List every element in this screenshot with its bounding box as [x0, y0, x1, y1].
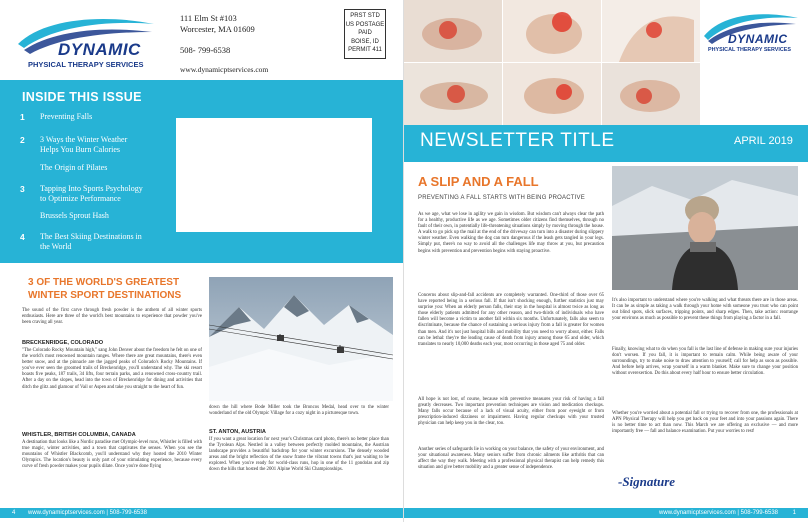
mountain-gondola-photo: [209, 277, 393, 401]
toc-item[interactable]: The Origin of Pilates: [40, 163, 108, 172]
newsletter-title: NEWSLETTER TITLE: [420, 130, 615, 151]
inside-this-issue-panel: [0, 80, 403, 263]
article-title: A SLIP AND A FALL: [418, 174, 539, 189]
logo-right: [702, 8, 802, 60]
toc-page-number: 1: [20, 112, 25, 122]
postage-line: PRST STD: [350, 13, 380, 19]
toc-item[interactable]: Preventing Falls: [40, 112, 93, 121]
logo-line1: DYNAMIC: [58, 40, 141, 59]
breckenridge-text: "The Colorado Rocky Mountain high," sang John Denver about the freedom he felt on one of the world's most renowned mountain ranges. Where there are great mountains, there's even better snow, and at the pinnacle are the jagged peaks of Colorado's Rocky Mountains. If you've ever seen the groomed trails of Breckenridge, you'll understand why. The ski resort boasts five peaks, 187 trails, 34 lifts, four terrain parks, and a renowned cross-country trail. After a day on the slopes, head into the town of Breckenridge for dining and activities that ditch the glitz and glamour of Vail or Aspen and take you straight to the heart of fun.: [22, 348, 202, 390]
address-phone: 508- 799-6538: [180, 45, 231, 55]
woman-winter-icon: [612, 166, 798, 290]
toc-page-number: 4: [20, 232, 25, 242]
article-paragraph: Another series of safeguards lie in working on your balance, the safety of your environment, and your situational awareness. Many seniors suffer from chronic ailments like arthritis that can affect the way they walk. Meeting with a professional physical therapist can help remedy this situation and give better mobility and a greater sense of independence.: [418, 447, 604, 471]
ski-article-title: 3 OF THE WORLD'S GREATEST WINTER SPORT DESTINATIONS: [28, 277, 182, 301]
footer-contact: www.dynamicptservices.com | 508-799-6538: [659, 510, 778, 516]
ski-intro: The sound of the first carve through fresh powder is the anthem of all winter sports enthusiasts. Here are three of the world's best mountains to experience that powder you've been craving all year.: [22, 308, 202, 326]
footer-page-number: 1: [792, 510, 796, 516]
article-paragraph: Concerns about slip-and-fall accidents are completely warranted. One-third of those over 65 have reported being in a serious fall. If that isn't shocking enough, further statistics just may surprise you: When an elderly person falls, their stay in the hospital is almost twice as long as those elderly patients admitted for any other reason, and two-thirds of individuals who have fallen will become a victim to another fall within six months. Unfortunately, falls also seem to discriminate, because the chance of sustaining a serious injury from a fall is greater for women than men. And it's not just hospital bills and mobility that you need to worry about, either. Falls can be lethal: they're the leading cause of death from injury among those 65 and older, which translates to nearly 10,000 deaths each year, most occurring in those aged 75 and older.: [418, 293, 604, 347]
logo-left: [14, 12, 164, 68]
newsletter-banner: [404, 125, 808, 162]
toc-page-number: 2: [20, 135, 25, 145]
article-paragraph: As we age, what we lose in agility we gain in wisdom. But wisdom can't always clear the path for a healthy, productive life as we age. Sometimes older citizens find themselves, through no fault of their own, in potentially life-threatening situations simply by moving through the house. A walk to go pick up the mail at the end of the driveway can turn into a disaster during slippery winter weather. Even walking the dog can turn dangerous if the leash gets tangled in your legs. Simply put, there's no way to avoid all the challenges life may throw at you, but precaution begins with prevention and prevention begins with staying proactive.: [418, 212, 604, 254]
article-paragraph: All hope is not lost, of course, because with preventive measures your risk of having a fall greatly decreases. Two important prevention techniques are vision and medication checkups. Many falls occur because of a lack of visual acuity, either from poor eyesight or from prescription-induced dizziness or impairment. Having regular checkups with your trusted physician can help keep you in the clear, too.: [418, 397, 604, 427]
st-anton-text: If you want a great location for next year's Christmas card photo, there's no better place than the Tyrolean Alps. Nestled in a valley between perfectly molded mountains, the Austrian landscape provides a beautiful backdrop for your winter excursions. The densely wooded areas and the bright reflection of the snow frame the vibrant towns that's just waiting to be explored. When you're ready for world-class runs, hop in one of the 11 gondolas and zip down the hills that hosted the 2001 Alpine World Ski Championships.: [209, 437, 389, 473]
article-right-paragraph: It's also important to understand where you're walking and what threats there are in those areas. It can be as simple as taking a walk through your home with someone you trust who can point out blind spots, slick surfaces, tripping points, and sharp edges. Then, take action: rearrange your environs as much as possible to prevent these things from playing a factor in a fall.: [612, 298, 798, 322]
address-website: www.dynamicptservices.com: [180, 65, 269, 74]
article-right-paragraph: Whether you're worried about a potential fall or trying to recover from one, the professionals at APN Physical Therapy will help you get back on your feet and into your passions again. There is no better time to act than now. This March we are offering an exclusive — and more importantly free — fall and balance examination. Put your worries to rest!: [612, 411, 798, 435]
footer-contact: www.dynamicptservices.com | 508-799-6538: [28, 510, 147, 516]
address-street: 111 Elm St #103: [180, 13, 237, 23]
postage-indicia: [344, 9, 386, 59]
article-subtitle: PREVENTING A FALL STARTS WITH BEING PROACTIVE: [418, 195, 585, 201]
senior-woman-snow-photo: [612, 166, 798, 290]
toc-item[interactable]: The Best Skiing Destinations in the World: [40, 232, 142, 251]
logo-line2: PHYSICAL THERAPY SERVICES: [708, 47, 791, 53]
logo-line1: DYNAMIC: [728, 32, 788, 46]
address-city: Worcester, MA 01609: [180, 24, 255, 34]
postage-line: PAID: [358, 30, 372, 36]
toc-item[interactable]: 3 Ways the Winter Weather Helps You Burn Calories: [40, 135, 128, 154]
footer-right: [404, 508, 808, 518]
postage-line: PERMIT 411: [348, 47, 382, 53]
toc-page-number: 3: [20, 184, 25, 194]
toc-item[interactable]: Brussels Sprout Hash: [40, 211, 109, 220]
whistler-continued-text: down the hill where Bode Miller took the Broncos Medal, head over to the winter wonderland of the old Olympic Village for a cozy night in a picturesque town.: [209, 405, 389, 417]
toc-item[interactable]: Tapping Into Sports Psychology to Optimize Performance: [40, 184, 143, 203]
postage-line: US POSTAGE: [345, 21, 385, 28]
inside-title: INSIDE THIS ISSUE: [22, 90, 142, 104]
whistler-text: A destination that looks like a Nordic paradise met Olympic-level runs, Whistler is filled with true magic, winter activities, and a town that captivates the senses. When you see the mountains of Whistler Blackcomb, you'll understand why they hosted the 2010 Winter Olympics. The location's beauty is only part of your stimulating experience, because every curve of fresh powder makes your pupils dilate. Once you're done flying: [22, 440, 202, 470]
pain-collage-icon: [404, 0, 700, 125]
breckenridge-heading: BRECKENRIDGE, COLORADO: [22, 340, 104, 346]
mountain-scene-icon: [209, 277, 393, 401]
whistler-heading: WHISTLER, BRITISH COLUMBIA, CANADA: [22, 432, 136, 438]
joint-pain-collage-photo: [404, 0, 700, 125]
logo-line2: PHYSICAL THERAPY SERVICES: [28, 60, 144, 69]
newsletter-date: APRIL 2019: [734, 135, 793, 147]
article-right-paragraph: Finally, knowing what to do when you fall is the last line of defense in making sure your injuries don't worsen. If you fall, it is important to remain calm. While being aware of your surroundings, try to make noise to draw attention to yourself; call for help as soon as possible. And before help arrives, wrap yourself in a warm blanket. Make sure to change your position without overexertion. Do this about every half hour to ensure better circulation.: [612, 347, 798, 377]
return-address: [180, 13, 330, 75]
footer-left: [0, 508, 403, 518]
st-anton-heading: ST. ANTON, AUSTRIA: [209, 429, 266, 435]
postage-line: BOISE, ID: [351, 38, 379, 45]
footer-page-number: 4: [12, 510, 16, 516]
mailing-label-area: [176, 118, 372, 232]
signature: -Signature: [618, 474, 676, 489]
